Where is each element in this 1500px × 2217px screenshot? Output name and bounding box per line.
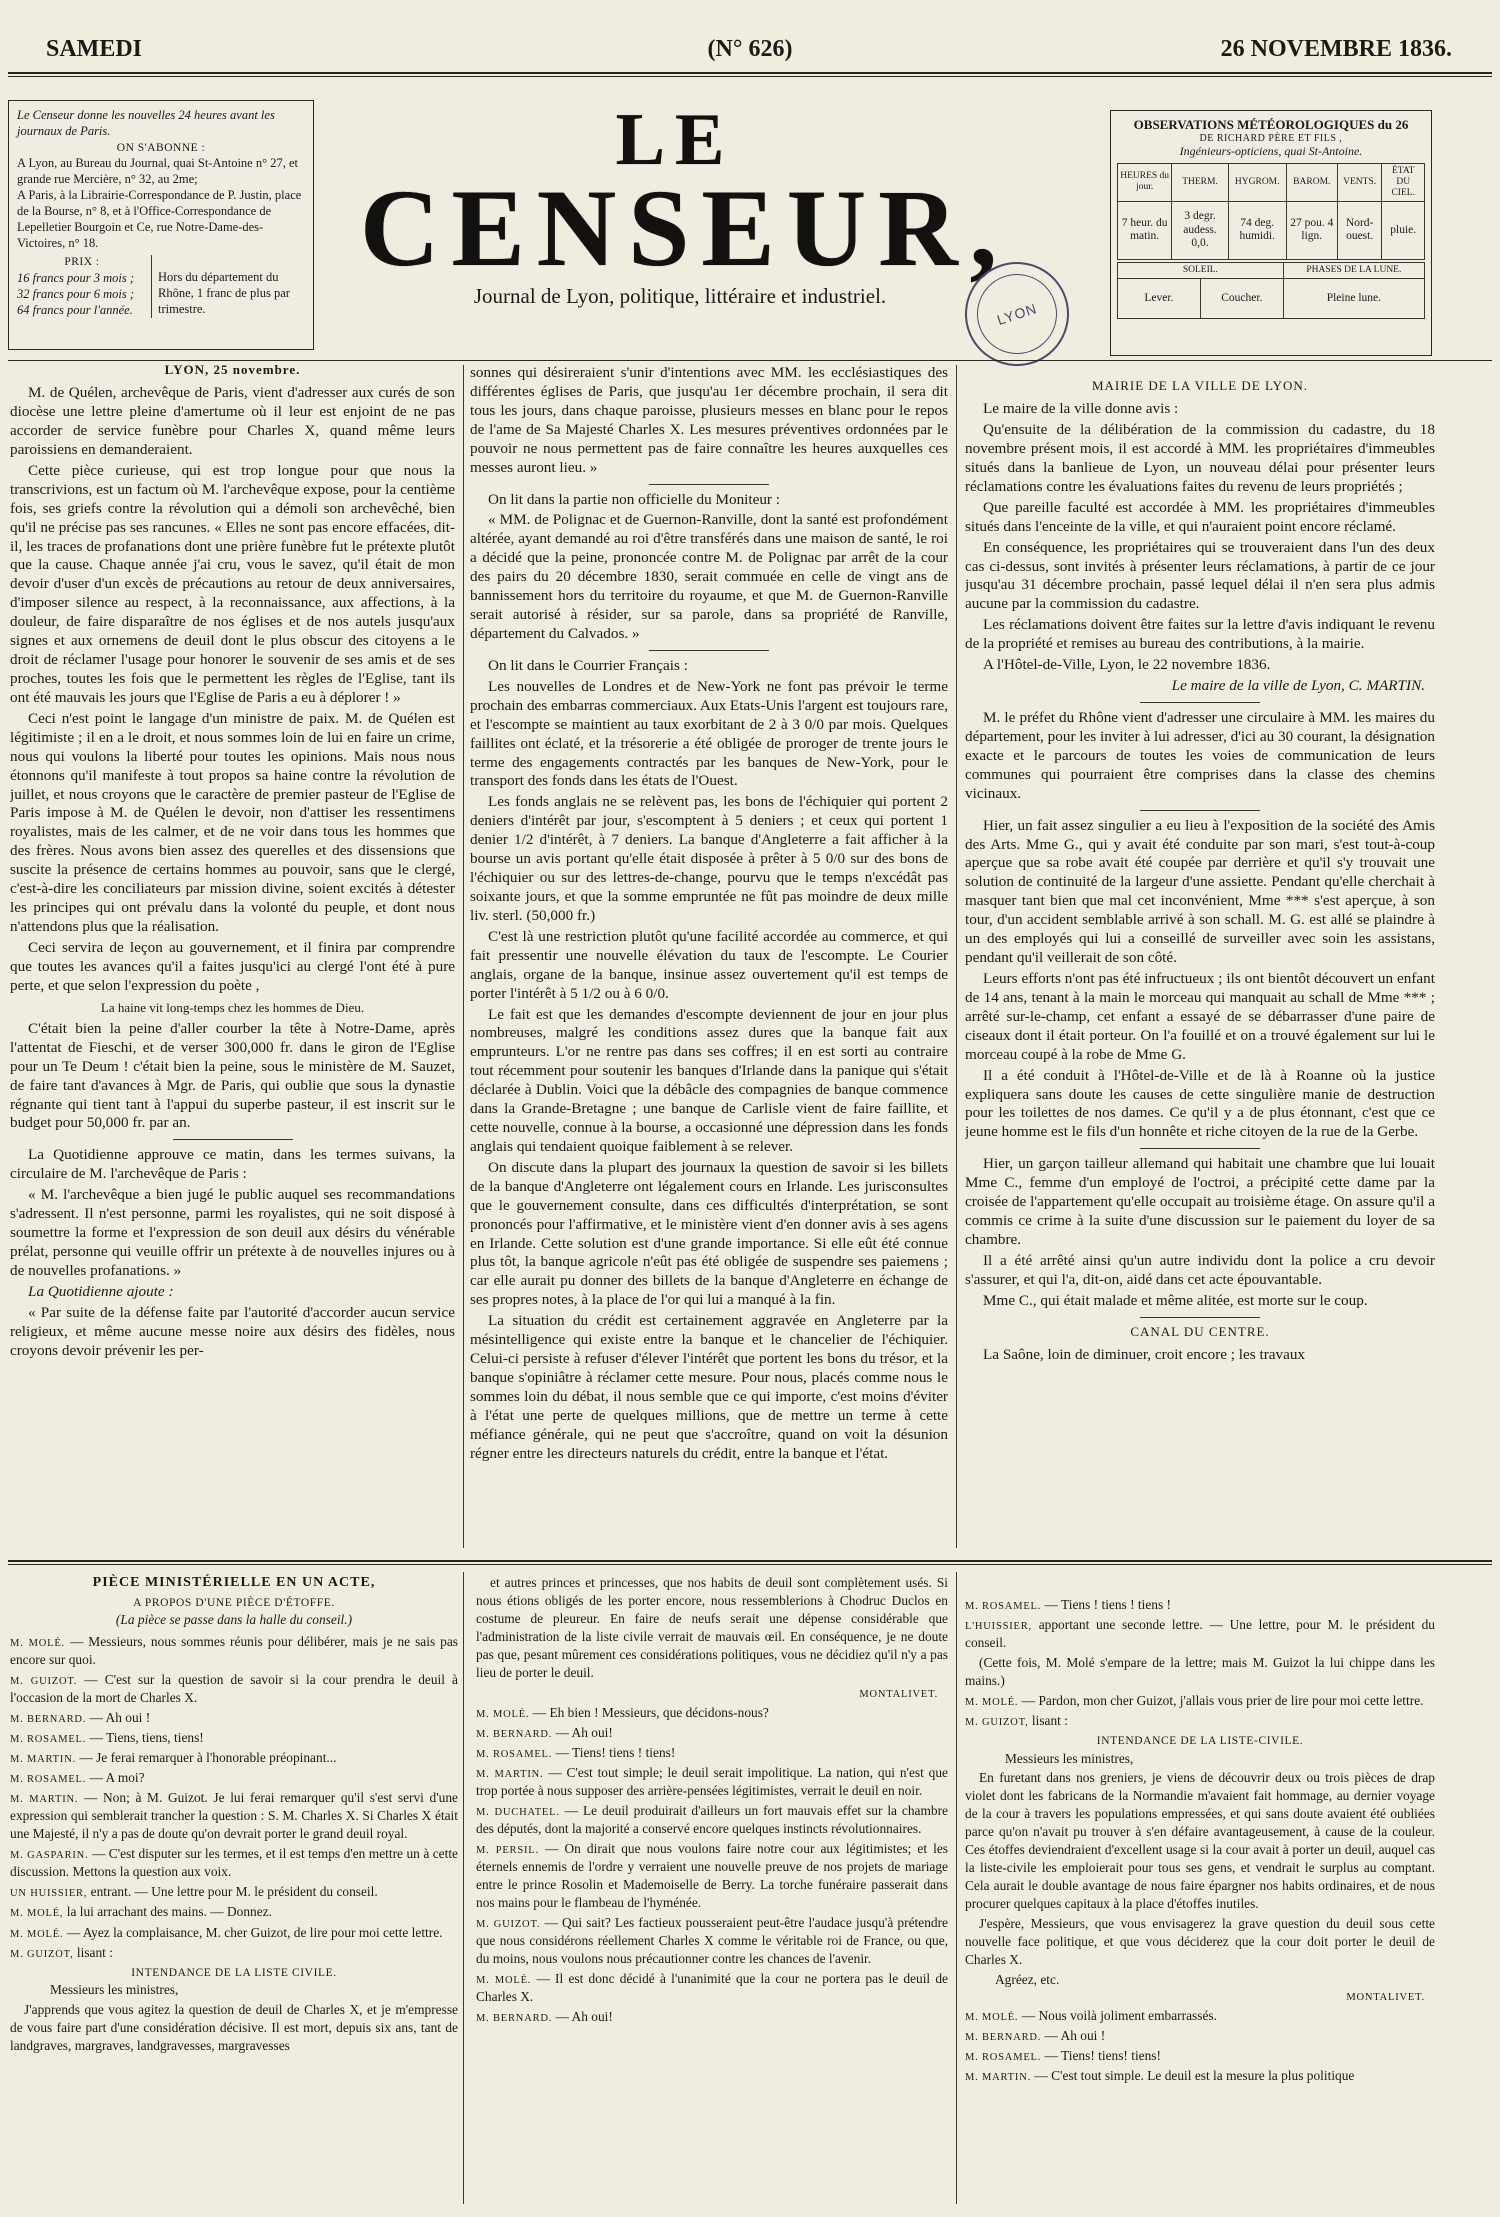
dialogue-line bbox=[965, 1692, 1435, 1710]
column-2 bbox=[470, 364, 948, 1552]
weather-by2: Ingénieurs-opticiens, quai St-Antoine. bbox=[1179, 144, 1363, 158]
canal-heading: CANAL DU CENTRE. bbox=[1130, 1323, 1270, 1339]
col2-paragraph: Les fonds anglais ne se relèvent pas, les bons de l'échiquier qui portent 2 deniers d'intérêt par jour, s'escomptent à 5 deniers ; et ceux qui portent 1 denier 1/2 d'intérêt, à 7 deniers. La banque d'Angleterre a fait afficher à la bourse un avis portant qu'elle était disposée à prêter à 5 0/0 sur des bons de l'échiquier ou sur des lettres-de-change, pourvu que le temps n'excédât pas soixante jours, et que la somme empruntée ne fût pas moindre de deux mille liv. sterl. (50,000 fr.) bbox=[470, 793, 948, 924]
speaker: M. BERNARD. bbox=[965, 2032, 1042, 2044]
col2-paragraph: « MM. de Polignac et de Guernon-Ranville, dont la santé est profondément altérée, ayant demandé au roi d'être transférés dans une maison de santé, le roi a décidé que la peine, prononcée contre M. de Polignac par arrêt de la cour des pairs du 20 décembre 1830, serait commuée en celle de vingt ans de bannissement hors du territoire du royaume, et que M. de Guernon-Ranville serait autorisé à résider, sur sa parole, dans sa propriété de Ranville, département du Calvados. » bbox=[470, 511, 948, 642]
weather-header: THERM. bbox=[1172, 164, 1228, 202]
speech: — C'est tout simple; le deuil serait impolitique. La nation, qui n'est que trop portée à nous supposer des arrière-pensées légitimistes, verrait le deuil en noir. bbox=[476, 1764, 948, 1799]
feuilleton-scene: (La pièce se passe dans la halle du conseil.) bbox=[115, 1612, 353, 1628]
speech: — Tiens, tiens, tiens! bbox=[89, 1730, 204, 1746]
col2-paragraph: Le fait est que les demandes d'escompte deviennent de jour en jour plus nombreuses, malgré les conditions assez dures que la banque fait aux emprunteurs. L'or ne rentre pas dans ses coffres; il en est sorti au contraire tout récemment pour soutenir les banques d'Irlande dans la panique qui s'était déclarée à Dublin. Voici que la débâcle des compagnies de banque commence dans la Grande-Bretagne ; une banque de Carlisle vient de faire faillite, et cette nouvelle, connue à la bourse, a occasionné une dépression dans les fonds anglais qui tendaient quoique faiblement à se relever. bbox=[470, 1005, 948, 1155]
speaker: M. MARTIN. bbox=[10, 1754, 76, 1766]
price-6-months: 32 francs pour 6 mois ; bbox=[17, 286, 135, 301]
dialogue-line bbox=[476, 1744, 948, 1762]
dialogue-line bbox=[965, 1712, 1435, 1730]
col1-paragraph: Ceci n'est point le langage d'un ministre de paix. M. de Quélen est légitimiste ; il en a le droit, et nous sommes loin de lui en faire un crime, nous qui voulons la liberté pour toutes les opinions. Mais nous nous étonnons qu'il manifeste à tout propos sa haine contre la révolution de juillet, et nous croyons que le caractère de premier pasteur de l'Eglise de Paris impose à M. de Quélen le devoir, non d'attiser les ressentimens royalistes, mais de les calmer, et de ne voir dans tous les hommes que des frères. Nous avons bien assez des querelles et des dissensions que suscite la présence de certains hommes au pouvoir, sans que le clergé, c'est-à-dire les conciliateurs par mission divine, soient excités à détester les principes qui ont prévalu dans la volonté du peuple, et dont nous n'attendons plus que la réalisation. bbox=[10, 709, 455, 935]
col3-paragraph: La Saône, loin de diminuer, croit encore ; les travaux bbox=[983, 1345, 1306, 1363]
masthead-bottom-rule bbox=[8, 360, 1492, 361]
dialogue-line bbox=[10, 1789, 458, 1843]
speaker: M. BERNARD. bbox=[10, 1714, 87, 1726]
col3-paragraph: Que pareille faculté est accordée à MM. les propriétaires d'immeubles situés dans l'enceinte de la ville, et qui n'auraient point encore réclamé. bbox=[965, 498, 1435, 535]
col3-paragraph: Le maire de la ville donne avis : bbox=[983, 400, 1179, 418]
col2-paragraph: On discute dans la plupart des journaux la question de savoir si les billets de la banque d'Angleterre ont légalement cours en Irlande. Les jurisconsultes que le gouvernement consulte, dans ces difficultés d'interprétation, se sont prononcés pour l'affirmative, et le ministère vient d'en donner avis à ses agens en Irlande. Cette solution est d'une grande importance. Si elle eût été connue plus tôt, la banque agricole n'eût pas été obligée de suspendre ses paiemens ; car elle aurait pu donner des billets de la banque d'Angleterre en échange de ses propres notes, à la place de l'or qui lui a manqué à la fin. bbox=[470, 1158, 948, 1309]
speech: — Messieurs, nous sommes réunis pour délibérer, mais je ne sais pas encore sur quoi. bbox=[10, 1634, 458, 1668]
speech: apportant une seconde lettre. — Une lettre, pour M. le président du conseil. bbox=[965, 1617, 1435, 1651]
dialogue-line bbox=[10, 1883, 458, 1901]
speaker: M. ROSAMEL. bbox=[965, 2052, 1042, 2064]
speaker: M. GUIZOT, bbox=[965, 1717, 1029, 1729]
weather-value-row bbox=[1118, 201, 1425, 259]
col1-paragraph: « M. l'archevêque a bien jugé le public auquel ses recommandations s'adressent. Il n'est personne, parmi les royalistes, qui ne soit disposé à soumettre la forme et l'expression de son deuil aux désirs du vénérable prélat, personne qui veuille offrir un prétexte à de nouvelles injures ou à de nouvelles profanations. » bbox=[10, 1186, 455, 1279]
col3-paragraph: En conséquence, les propriétaires qui se trouveraient dans l'un des deux cas ci-dessus, sont invités à présenter leurs réclamations, à partir de ce jour jusqu'au 31 décembre prochain, passé lequel délai il n'en sera plus admis aucune par la commission du cadastre. bbox=[965, 538, 1435, 613]
weather-value: Nord-ouest. bbox=[1337, 201, 1382, 259]
top-rule bbox=[8, 72, 1492, 74]
speech: lisant : bbox=[1031, 1713, 1068, 1729]
speaker: M. MOLÉ. bbox=[476, 1974, 532, 1986]
subscription-lyon: A Lyon, au Bureau du Journal, quai St-Antoine n° 27, et grande rue Mercière, n° 32, au 2me; bbox=[17, 156, 298, 187]
dialogue-line bbox=[476, 1764, 948, 1800]
dialogue-line bbox=[10, 1633, 458, 1669]
speaker: M. GASPARIN. bbox=[10, 1850, 89, 1862]
subscription-heading: ON S'ABONNE : bbox=[116, 142, 206, 154]
dialogue-line bbox=[965, 1654, 1435, 1690]
speech: — Ah oui ! bbox=[89, 1710, 151, 1726]
speech: — Tiens! tiens ! tiens! bbox=[555, 1744, 676, 1760]
speaker: M. MARTIN. bbox=[476, 1768, 544, 1780]
col3-paragraph: Leurs efforts n'ont pas été infructueux ; ils ont bientôt découvert un enfant de 14 ans, tenant à la main le morceau qui manquait au schall de Mme *** ; arrêté sur-le-champ, cet enfant a essayé de se débarrasser d'une paire de ciseaux dont il était porteur. On l'a fouillé et on a trouvé également sur lui le morceau coupé à la robe de Mme G. bbox=[965, 969, 1435, 1063]
col1-paragraph: La Quotidienne approuve ce matin, dans les termes suivans, la circulaire de M. l'archevêque de Paris : bbox=[10, 1146, 455, 1183]
column-3 bbox=[965, 378, 1435, 1552]
top-bar bbox=[40, 36, 1460, 68]
feuilleton3-lines bbox=[965, 1596, 1435, 1730]
weather-table bbox=[1117, 163, 1425, 260]
col3-paragraph: M. le préfet du Rhône vient d'adresser une circulaire à MM. les maires du département, pour les inviter à lui adresser, d'ici au 30 courant, la désignation exacte et le parcours de toutes les voies de communication de leurs communes qui pourraient être comprises dans la classe des chemins vicinaux. bbox=[965, 709, 1435, 802]
issue-number: (N° 626) bbox=[707, 36, 793, 62]
speaker: M. MARTIN. bbox=[965, 2072, 1031, 2084]
col1-separator bbox=[173, 1139, 293, 1140]
speaker: M. MOLÉ. bbox=[10, 1928, 64, 1940]
feuilleton-subtitle: A PROPOS D'UNE PIÈCE D'ÉTOFFE. bbox=[133, 1596, 335, 1609]
column-divider bbox=[956, 365, 957, 1548]
col2-paragraph: C'est là une restriction plutôt qu'une facilité accordée au commerce, et qui fait pressentir une nouvelle élévation du taux de l'escompte. Le Courier anglais, organe de la banque, insinue assez ouvertement qu'il est temps de porter l'intérêt à 5 1/2 ou à 6 0/0. bbox=[470, 927, 948, 1002]
letter-heading: INTENDANCE DE LA LISTE-CIVILE. bbox=[1096, 1735, 1304, 1748]
speech: — Non; à M. Guizot. Je lui ferai remarquer qu'il s'est servi d'une expression qui semblerait trancher la question : S. M. Charles X. Si Charles X était une Majesté, il n'y a pas de doute qu'on devrait porter le grand deuil royal. bbox=[10, 1790, 458, 1842]
col1-paragraph: M. de Quélen, archevêque de Paris, vient d'adresser aux curés de son diocèse une lettre pleine d'amertume où il leur est enjoint de ne pas accorder de service funèbre pour Charles X, quand même leurs paroissiens en demanderaient. bbox=[10, 384, 455, 458]
col3-signature: Le maire de la ville de Lyon, C. MARTIN. bbox=[1171, 677, 1425, 695]
coucher-label: Coucher. bbox=[1200, 278, 1283, 318]
speech: — Tiens! tiens! tiens! bbox=[1044, 2048, 1161, 2064]
dialogue-line bbox=[10, 1729, 458, 1747]
dialogue-line bbox=[965, 2007, 1435, 2025]
col1-paragraph: Cette pièce curieuse, qui est trop longue pour que nous la transcrivions, est un factum où M. l'archevêque expose, pour la centième fois, ses griefs contre la révolution qui a démoli son archevêché, bien qu'il ne précise pas ses rancunes. « Elles ne sont pas encore effacées, dit-il, les traces de profanations dont une prière funèbre fut le prétexte plutôt que la cause. Chaque année j'ai cru, vous le savez, qu'il était de mon devoir d'user d'un excès de précautions au retour de deux anniversaires, d'imposer silence au respect, à la reconnaissance, aux affections, à la douleur, de faire disparaître de nos églises et de nos autels jusqu'aux signes et aux ornemens de deuil dont le plus obscur des citoyens a le droit de réclamer l'usage pour honorer le souvenir de ses amis et de ses proches, toutes les fois que le permettent les règles de l'Eglise, tant ils ont été mauvais les jours que l'Eglise de Paris a eu à déplorer ! » bbox=[10, 461, 455, 706]
speaker: M. MOLÉ, bbox=[10, 1908, 64, 1920]
feuilleton-title: PIÈCE MINISTÉRIELLE EN UN ACTE, bbox=[92, 1575, 376, 1590]
speech: — C'est sur la question de savoir si la cour prendra le deuil à l'occasion de la mort de Charles X. bbox=[10, 1672, 458, 1706]
col2-separator bbox=[649, 484, 769, 485]
speaker: L'HUISSIER, bbox=[965, 1621, 1032, 1633]
feuilleton2-lines bbox=[476, 1574, 948, 2026]
price-outside: Hors du département du Rhône, 1 franc de plus par trimestre. bbox=[151, 255, 305, 317]
speaker: M. ROSAMEL. bbox=[965, 1601, 1042, 1612]
speech: lisant : bbox=[76, 1944, 113, 1960]
dialogue-line bbox=[965, 2047, 1435, 2065]
speech: — Qui sait? Les factieux pousseraient peut-être l'audace jusqu'à prétendre que nous considérons réellement Charles X comme le véritable roi de France, ou que, du moins, nous voulons nous précautionner contre les chances de l'avenir. bbox=[476, 1914, 948, 1966]
dialogue-line bbox=[965, 2027, 1435, 2045]
weather-value: 7 heur. du matin. bbox=[1118, 201, 1172, 259]
sun-moon-table bbox=[1117, 262, 1425, 319]
letter-line: Messieurs les ministres, bbox=[50, 1982, 179, 1998]
speaker: M. MOLÉ. bbox=[965, 1696, 1019, 1708]
dialogue-line bbox=[476, 1724, 948, 1742]
speaker: M. MOLÉ. bbox=[476, 1708, 530, 1720]
phases-label: PHASES DE LA LUNE. bbox=[1283, 262, 1424, 278]
dialogue-line bbox=[965, 1596, 1435, 1614]
col2-paragraph: La situation du crédit est certainement aggravée en Angleterre par la mésintelligence qui existe entre la banque et le chancelier de l'échiquier. Celui-ci persiste à refuser d'élever l'intérêt que portent les bons du trésor, et la banque s'opiniâtre à réclamer cette mesure. Pour nous, placés comme nous le sommes loin du débat, il nous semble que ce qui importe, c'est moins d'éviter à l'état une perte de quelques millions, que de mettre un terme à cette méfiance générale, qui ne peut que s'accroître, quand on voit la désunion régner entre les directeurs naturels du crédit, entre la banque et l'état. bbox=[470, 1312, 948, 1462]
dialogue-line bbox=[965, 2067, 1435, 2085]
weather-header: BAROM. bbox=[1286, 164, 1337, 202]
subscription-prices bbox=[17, 255, 305, 317]
mairie-heading: MAIRIE DE LA VILLE DE LYON. bbox=[1091, 378, 1309, 393]
speech: — Ah oui! bbox=[555, 2008, 613, 2024]
col3-paragraph: A l'Hôtel-de-Ville, Lyon, le 22 novembre 1836. bbox=[983, 656, 1271, 674]
speaker: M. ROSAMEL. bbox=[10, 1734, 87, 1746]
dialogue-line bbox=[10, 1845, 458, 1881]
col3-separator bbox=[1140, 702, 1260, 703]
speech: — Pardon, mon cher Guizot, j'allais vous prier de lire pour moi cette lettre. bbox=[1021, 1692, 1424, 1708]
weather-value: 3 degr. audess. 0,0. bbox=[1172, 201, 1228, 259]
col3-paragraph: Il a été conduit à l'Hôtel-de-Ville et de là à Roanne où la justice expliquera sans doute les causes de cette singulière manie de destruction pour les toilettes de nos dames. Ce qu'il y a de plus étonnant, c'est que ce jeune homme est le fils d'un honnête et riche citoyen de la rue de la Gerbe. bbox=[965, 1066, 1435, 1141]
weather-title: OBSERVATIONS MÉTÉOROLOGIQUES du 26 bbox=[1133, 117, 1409, 132]
weather-header: HYGROM. bbox=[1228, 164, 1286, 202]
speech: entrant. — Une lettre pour M. le président du conseil. bbox=[90, 1884, 378, 1900]
speaker: M. ROSAMEL. bbox=[476, 1748, 553, 1760]
dialogue-line bbox=[476, 1914, 948, 1968]
speech: — C'est tout simple. Le deuil est la mesure la plus politique bbox=[1034, 2068, 1355, 2084]
speaker: M. BERNARD. bbox=[476, 2012, 553, 2024]
speech: (Cette fois, M. Molé s'empare de la lettre; mais M. Guizot la lui chippe dans les mains.) bbox=[965, 1655, 1435, 1689]
col1-verse: La haine vit long-temps chez les hommes de Dieu. bbox=[100, 999, 365, 1015]
speech: — A moi? bbox=[89, 1770, 145, 1786]
speech: MONTALIVET. bbox=[859, 1688, 938, 1700]
weather-value: 74 deg. humidi. bbox=[1228, 201, 1286, 259]
dialogue-line bbox=[10, 1671, 458, 1707]
speech: — Je ferai remarquer à l'honorable préopinant... bbox=[79, 1750, 337, 1766]
soleil-label: SOLEIL. bbox=[1118, 262, 1284, 278]
prix-label: PRIX : bbox=[64, 256, 100, 269]
weather-header: ÉTAT DU CIEL. bbox=[1382, 164, 1425, 202]
masthead-le: LE bbox=[615, 99, 735, 181]
speech: — Ah oui ! bbox=[1044, 2028, 1106, 2044]
letter-line: J'apprends que vous agitez la question de deuil de Charles X, et je m'empresse de vous faire part d'une considération décisive. Il est mort, depuis six ans, tant de landgraves, margraves, landgravesses, margravesses bbox=[10, 2001, 458, 2053]
speech: — C'est disputer sur les termes, et il est temps d'en mettre un à cette discussion. Mettons la question aux voix. bbox=[10, 1846, 458, 1880]
dialogue-line bbox=[965, 1616, 1435, 1652]
feuilleton-column-2 bbox=[476, 1574, 948, 2204]
subscription-paris: A Paris, à la Librairie-Correspondance de P. Justin, place de la Bourse, n° 8, et à l'Office-Correspondance de Lepelletier Bourgoin et Ce, rue Notre-Dame-des-Victoires, n° 18. bbox=[17, 188, 302, 251]
dialogue-line bbox=[10, 1903, 458, 1921]
feuilleton-divider bbox=[463, 1572, 464, 2204]
speech: — Tiens ! tiens ! tiens ! bbox=[1044, 1597, 1172, 1612]
letter-line: En furetant dans nos greniers, je viens de découvrir deux ou trois pièces de drap violet dont les fabricans de la Normandie m'avaient fait hommage, au dernier voyage de la cour à travers les populations empressées, et qui sans doute avaient été oubliées parce qu'on n'avait pu trouver à s'en défaire avantageusement, à cause de la couleur. Ces étoffes deviendraient d'excellent usage si la cour avait à porter un deuil, auquel cas la liste-civile les emploierait pour tous ses gens, et vendrait le surplus au comptant. Cela aurait le double avantage de nous faire épargner nos habits ordinaires, et de nous procurer quelques capitaux à la place d'étoffes inutiles. bbox=[965, 1770, 1435, 1912]
speaker: M. MARTIN. bbox=[10, 1794, 79, 1806]
letter-heading: INTENDANCE DE LA LISTE CIVILE. bbox=[131, 1966, 337, 1979]
feuilleton-rule bbox=[8, 1560, 1492, 1562]
speaker: M. GUIZOT, bbox=[10, 1948, 74, 1960]
masthead-title: CENSEUR, bbox=[360, 167, 1010, 289]
col2-separator bbox=[649, 650, 769, 651]
feuilleton3-after bbox=[965, 2007, 1435, 2085]
stamp-text: LYON bbox=[994, 300, 1040, 328]
speech: — Le deuil produirait d'ailleurs un fort mauvais effet sur la chambre des députés, dont la majorité a conservé encore quelques instincts révolutionnaires. bbox=[476, 1802, 948, 1837]
issue-date: 26 NOVEMBRE 1836. bbox=[1220, 36, 1452, 62]
dialogue-line bbox=[10, 1749, 458, 1767]
dialogue-line bbox=[476, 1684, 948, 1702]
speaker: UN HUISSIER, bbox=[10, 1888, 88, 1900]
price-3-months: 16 francs pour 3 mois ; bbox=[17, 270, 135, 285]
weather-header-row bbox=[1118, 164, 1425, 202]
weather-by: DE RICHARD PÈRE ET FILS , bbox=[1199, 133, 1343, 144]
letter-line: Agréez, etc. bbox=[995, 1971, 1060, 1987]
col3-separator bbox=[1140, 810, 1260, 811]
col3-paragraph: Mme C., qui était malade et même alitée, est morte sur le coup. bbox=[983, 1291, 1368, 1309]
dialogue-line bbox=[476, 1704, 948, 1722]
feuilleton-column-1 bbox=[10, 1574, 458, 2204]
speaker: M. MOLÉ. bbox=[10, 1638, 65, 1650]
price-year: 64 francs pour l'année. bbox=[17, 302, 133, 317]
dialogue-line bbox=[476, 1970, 948, 2006]
col3-separator bbox=[1140, 1317, 1260, 1318]
column-1 bbox=[10, 362, 455, 1552]
speaker: M. BERNARD. bbox=[476, 1728, 553, 1740]
feuilleton-rule-thin bbox=[8, 1564, 1492, 1565]
col3-paragraph: Hier, un garçon tailleur allemand qui habitait une chambre que lui louait Mme C., femme d'un employé de l'octroi, a précipité cette dame par la croisée de l'appartement qu'elle occupait au troisième étage. On assure qu'il a commis ce crime à la suite d'une discussion sur le paiement du loyer de sa chambre. bbox=[965, 1155, 1435, 1248]
weather-header: VENTS. bbox=[1337, 164, 1382, 202]
letter-line: Messieurs les ministres, bbox=[1005, 1750, 1134, 1766]
col1-paragraph: C'était bien la peine d'aller courber la tête à Notre-Dame, après l'attentat de Fieschi, et de verser 300,000 fr. dans le giron de l'Eglise pour un Te Deum ! c'était bien la peine, sous le ministère de M. Sauzet, de faire tant d'avances à Mgr. de Paris, qui oublie que sous la dynastie régnante qui tient tant à l'appui du superbe pasteur, il est inscrit sur le budget pour 50,000 fr. par an. bbox=[10, 1019, 455, 1132]
issue-day: SAMEDI bbox=[46, 36, 143, 62]
weather-box bbox=[1110, 110, 1432, 356]
column-divider bbox=[463, 365, 464, 1548]
subscription-intro: Le Censeur donne les nouvelles 24 heures avant les journaux de Paris. bbox=[17, 108, 275, 138]
speaker: M. ROSAMEL. bbox=[10, 1774, 87, 1786]
subscription-box bbox=[8, 100, 314, 350]
weather-header: HEURES du jour. bbox=[1118, 164, 1172, 202]
speaker: M. GUIZOT. bbox=[476, 1918, 541, 1930]
feuilleton-divider bbox=[956, 1572, 957, 2204]
top-rule-thin bbox=[8, 76, 1492, 77]
dialogue-line bbox=[476, 1802, 948, 1838]
dialogue-line bbox=[10, 1944, 458, 1962]
speech: — Ayez la complaisance, M. cher Guizot, de lire pour moi cette lettre. bbox=[66, 1924, 443, 1940]
speaker: M. DUCHATEL. bbox=[476, 1806, 560, 1818]
dialogue-line bbox=[476, 2008, 948, 2026]
col1-paragraph: « Par suite de la défense faite par l'autorité d'accorder aucun service religieux, et même aucune messe noire aux désirs des fidèles, nous croyons devoir prévenir les per- bbox=[10, 1303, 455, 1359]
speech: — Il est donc décidé à l'unanimité que la cour ne portera pas le deuil de Charles X. bbox=[476, 1970, 948, 2004]
col2-paragraph: sonnes qui désireraient s'unir d'intentions avec MM. les ecclésiastiques des différentes églises de Paris, que jusqu'au 1er décembre prochain, il sera dit tous les jours, dans chaque paroisse, plusieurs messes en blanc pour le repos de l'ame de Sa Majesté Charles X. Les mesures préventives ordonnées par le pouvoir ne nous permettent pas de faire connaître les heures auxquelles ces messes auront lieu. » bbox=[470, 364, 948, 476]
dialogue-line bbox=[476, 1840, 948, 1912]
moon-phase: Pleine lune. bbox=[1283, 278, 1424, 318]
dialogue-line bbox=[476, 1574, 948, 1682]
speech: — Ah oui! bbox=[555, 1724, 613, 1740]
lever-label: Lever. bbox=[1118, 278, 1201, 318]
speech: — Eh bien ! Messieurs, que décidons-nous? bbox=[532, 1704, 769, 1720]
dateline: LYON, 25 novembre. bbox=[164, 362, 301, 377]
masthead-subtitle: Journal de Lyon, politique, littéraire et industriel. bbox=[473, 284, 887, 308]
col2-paragraph: Les nouvelles de Londres et de New-York ne font pas prévoir le terme prochain des embarras commerciaux. Aux Etats-Unis l'argent est toujours rare, et l'escompte se maintient au taux exorbitant de 2 à 3 0/0 par mois. Quelques faillites ont éclaté, et la trésorerie a été obligée de proroger de trente jours le terme des engagements contractés par les banques de New-York, pour le transport des fonds dans les états de l'Ouest. bbox=[470, 677, 948, 790]
weather-value: 27 pou. 4 lign. bbox=[1286, 201, 1337, 259]
letter-signature: MONTALIVET. bbox=[1346, 1991, 1425, 2003]
speech: — On dirait que nous voulons faire notre cour aux légitimistes; et les éternels ennemis de l'ordre y verraient une nouvelle preuve de nos projets de mariage entre le prince Rosolin et Mademoiselle de Berry. La torche funéraire passerait dans nos mains pour le flambeau de l'hyménée. bbox=[476, 1841, 948, 1910]
speech: — Nous voilà joliment embarrassés. bbox=[1021, 2007, 1217, 2023]
col1-paragraph: La Quotidienne ajoute : bbox=[28, 1282, 174, 1300]
col3-paragraph: Qu'ensuite de la délibération de la commission du cadastre, du 18 novembre présent mois, il est accordé à MM. les propriétaires d'immeubles situés dans la banlieue de Lyon, un nouveau délai pour présenter leurs réclamations contre les évaluations faites du revenu de leurs propriétés ; bbox=[965, 421, 1435, 495]
col2-paragraph: On lit dans la partie non officielle du Moniteur : bbox=[488, 490, 781, 508]
dialogue-line bbox=[10, 1709, 458, 1727]
feuilleton1-lines bbox=[10, 1633, 458, 1962]
weather-value: pluie. bbox=[1382, 201, 1425, 259]
speaker: M. MOLÉ. bbox=[965, 2011, 1019, 2023]
speech: la lui arrachant des mains. — Donnez. bbox=[66, 1904, 272, 1920]
dialogue-line bbox=[10, 1924, 458, 1942]
speaker: M. PERSIL. bbox=[476, 1845, 539, 1856]
col3-paragraph: Les réclamations doivent être faites sur la lettre d'avis indiquant le revenu de la propriété et remises au bureau des contributions, à la mairie. bbox=[965, 616, 1435, 653]
col3-separator bbox=[1140, 1148, 1260, 1149]
col1-paragraph: Ceci servira de leçon au gouvernement, et il finira par comprendre que toutes les avances qu'il a faites jusqu'ici au clergé l'ont été à pure perte, et que selon l'expression du poète , bbox=[10, 938, 455, 994]
dialogue-line bbox=[10, 1769, 458, 1787]
speaker: M. GUIZOT. bbox=[10, 1676, 78, 1688]
col3-paragraph: Il a été arrêté ainsi qu'un autre individu dont la police a cru devoir s'assurer, et qui l'a, dit-on, aidé dans cet acte épouvantable. bbox=[965, 1251, 1435, 1288]
letter-line: J'espère, Messieurs, que vous envisagerez la grave question du deuil sous cette nouvelle face politique, et que vous déciderez que la cour doit porter le deuil de Charles X. bbox=[965, 1916, 1435, 1967]
col3-paragraph: Hier, un fait assez singulier a eu lieu à l'exposition de la société des Amis des Arts. Mme G., qui y avait été conduite par son mari, s'est tout-à-coup aperçue que sa robe avait été coupée par derrière et qu'il s'y trouvait une solution de continuité de la largeur d'une assiette. Pendant qu'elle cherchait à masquer tant bien que mal cet inconvénient, Mme *** s'est aperçue, à son tour, d'un accident semblable arrivé à son schall. M. G. est allé se plaindre à un des employés qui lui a conseillé de surveiller avec soin les assistans, pendant qu'il veillerait de son côté. bbox=[965, 816, 1435, 967]
speech: et autres princes et princesses, que nos habits de deuil sont complètement usés. Si nous étions obligés de les porter encore, nous ressemblerions à Chodruc Duclos en costume de pleureur. En faire de neufs serait une dépense considérable que l'administration de la liste civile verrait de mauvais œil. En conséquence, je ne doute pas que, pesant mûrement ces considérations politiques, vous ne décidiez qu'il n'y a pas lieu de porter le deuil. bbox=[476, 1575, 948, 1680]
col2-paragraph: On lit dans le Courrier Français : bbox=[488, 656, 688, 674]
feuilleton-column-3 bbox=[965, 1596, 1435, 2204]
